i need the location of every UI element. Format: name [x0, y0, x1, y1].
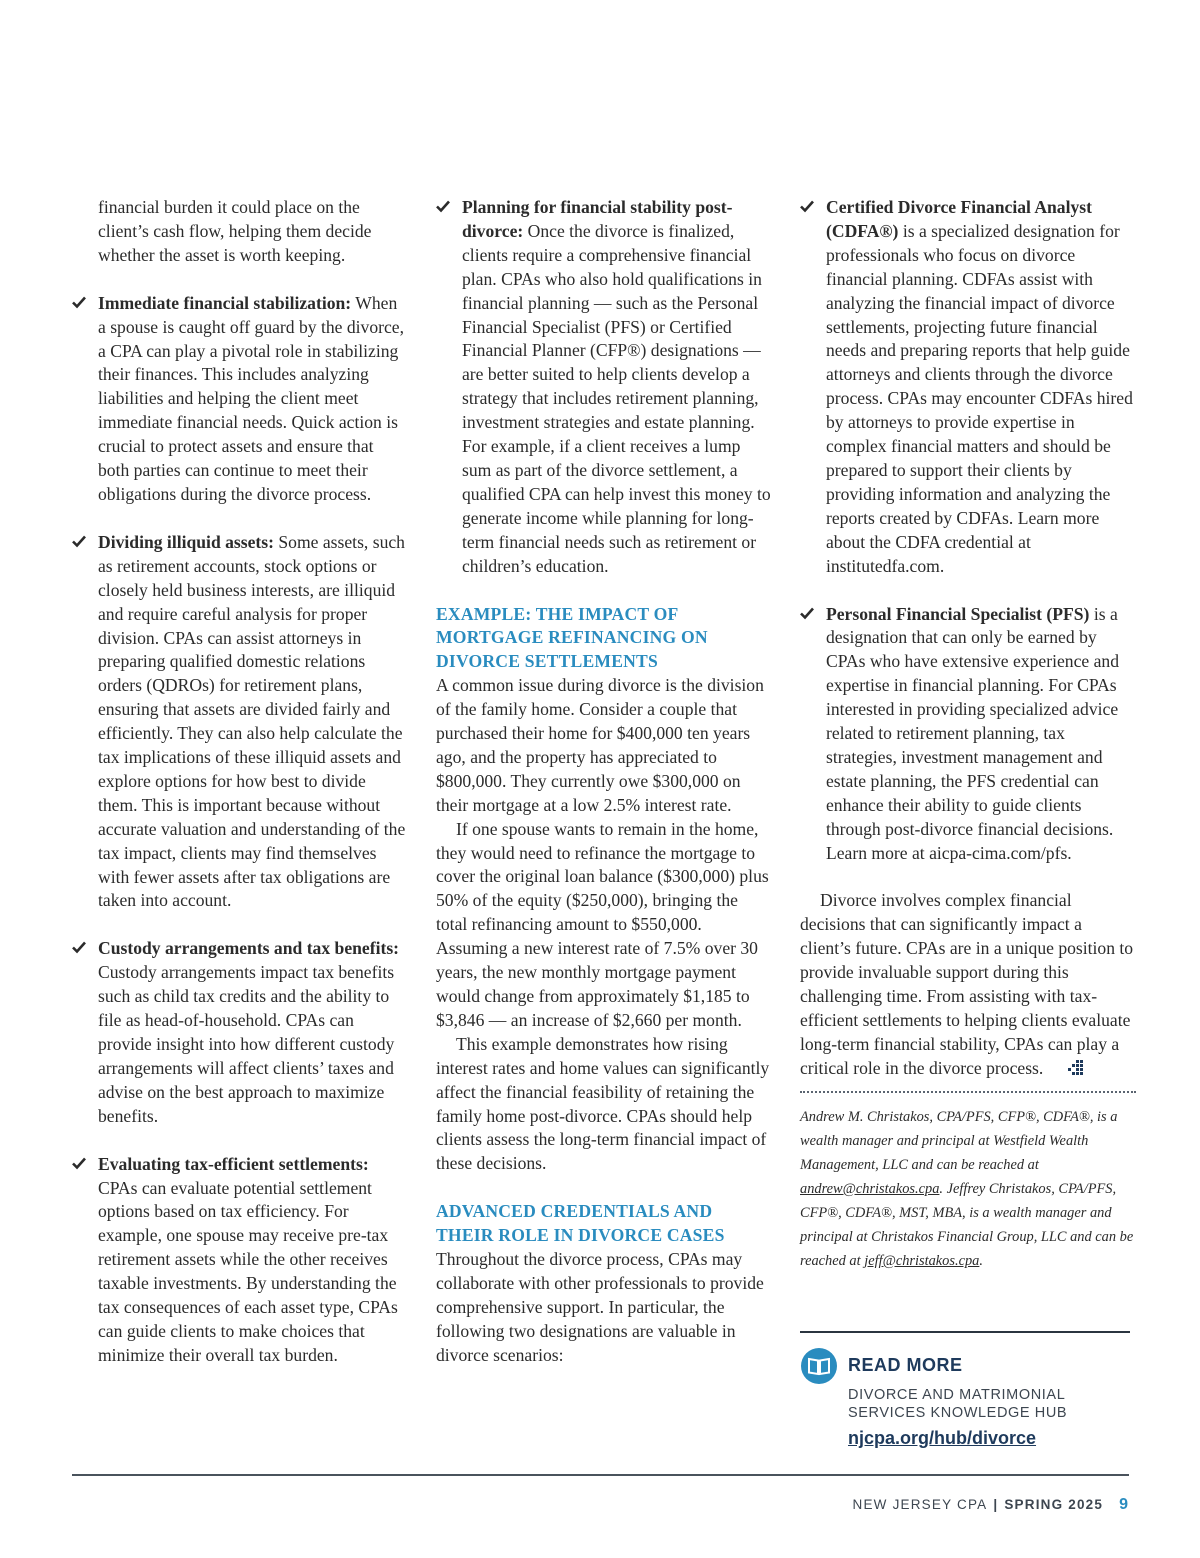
list-item-heading: Immediate financial stabilization: [98, 292, 352, 313]
list-item-text: Some assets, such as retirement accounts, stock options or closely held business interests, are illiquid and require careful analysis for proper division. CPAs can assist attorneys in preparing qualified domestic relations orders (QDROs) for retirement plans, ensuring that assets are divided fairly and efficiently. They can also help calculate the tax implications of these illiquid assets and explore options for how best to divide them. This is important because without accurate valuation and understanding of the tax impact, clients may find themselves with fewer assets after tax obligations are taken into account. [98, 531, 406, 911]
read-more-box [800, 1331, 1130, 1449]
read-more-subtitle [848, 1386, 1130, 1422]
end-mark-icon [1047, 1059, 1063, 1075]
bio-text: . [979, 1252, 983, 1269]
list-item-custody [72, 937, 408, 1128]
conclusion-paragraph [800, 889, 1136, 1080]
bio-text: Andrew M. Christakos, CPA/PFS, CFP®, CDFA®, is a wealth manager and principal at Westfield Wealth Management, LLC and can be reached at [800, 1108, 1118, 1173]
list-item-text: Once the divorce is finalized, clients require a comprehensive financial plan. CPAs who also hold qualifications in financial planning — such as the Personal Financial Specialist (PFS) or Certified Financial Planner (CFP®) designations — are better suited to help clients develop a strategy that includes retirement planning, investment strategies and estate planning. For example, if a client receives a lump sum as part of the divorce settlement, a qualified CPA can help invest this money to generate income while planning for long-term financial needs such as retirement or children’s education. [462, 220, 771, 576]
read-more-text [848, 1355, 1130, 1449]
list-item-text: Custody arrangements impact tax benefits such as child tax credits and the ability to file as head-of-household. CPAs can provide insight into how different custody arrangements will affect clients’ taxes and advise on the best approach to maximize benefits. [98, 962, 395, 1126]
checkmark-icon [72, 295, 86, 309]
list-item-text: is a designation that can only be earned by CPAs who have extensive experience and expertise in financial planning. For CPAs interested in providing specialized advice related to retirement planning, tax strategies, investment management and estate planning, the PFS credential can enhance their ability to guide clients through post-divorce financial decisions. Learn more at aicpa-cima.com/pfs. [826, 603, 1119, 863]
checkmark-icon [72, 940, 86, 954]
read-more-link[interactable]: njcpa.org/hub/divorce [848, 1428, 1037, 1448]
paragraph: Throughout the divorce process, CPAs may collaborate with other professionals to provide comprehensive support. In particular, the following two designations are valuable in divorce scenarios: [436, 1249, 764, 1365]
footer-separator: | [993, 1497, 999, 1512]
list-item-heading: Planning for financial stability post-divorce: [462, 197, 733, 241]
conclusion-text: Divorce involves complex financial decisions that can significantly impact a client’s future. CPAs are in a unique position to provide invaluable support during this challenging time. From assisting with tax-efficient settlements to helping clients evaluate long-term financial stability, CPAs can play a critical role in the divorce process. [800, 890, 1134, 1078]
publication-name: NEW JERSEY CPA [852, 1497, 988, 1512]
list-item-illiquid-assets [72, 531, 408, 914]
column-right [800, 196, 1136, 1273]
list-item-heading: Dividing illiquid assets: [98, 531, 274, 552]
list-item-post-divorce-planning [436, 196, 772, 579]
list-item-cdfa [800, 196, 1136, 579]
list-item-tax-efficient [72, 1153, 408, 1368]
list-item-immediate-stabilization [72, 292, 408, 507]
list-item-pfs [800, 603, 1136, 866]
list-item-heading: Evaluating tax-efficient settlements: [98, 1153, 369, 1174]
list-item-text: is a specialized designation for professionals who focus on divorce financial planning. CDFAs assist with analyzing the financial impact of divorce settlements, projecting future financial needs and preparing reports that help guide attorneys and clients through the divorce process. CPAs may encounter CDFAs hired by attorneys to provide expertise in complex financial matters and should be prepared to support their clients by providing information and analyzing the reports created by CDFAs. Learn more about the CDFA credential at institutedfa.com. [826, 220, 1133, 576]
read-more-title: READ MORE [848, 1355, 963, 1375]
section-heading-credentials: ADVANCED CREDENTIALS AND THEIR ROLE IN DIVORCE CASES [436, 1201, 725, 1246]
book-icon [800, 1347, 838, 1385]
read-more-subtitle-line: SERVICES KNOWLEDGE HUB [848, 1405, 1068, 1421]
read-more-subtitle-line: DIVORCE AND MATRIMONIAL [848, 1387, 1066, 1403]
column-middle [436, 196, 772, 1368]
checkmark-icon [72, 534, 86, 548]
list-item-text: When a spouse is caught off guard by the divorce, a CPA can play a pivotal role in stabilizing their finances. This includes analyzing liabilities and helping the client meet immediate financial needs. Quick action is crucial to protect assets and ensure that both parties can continue to meet their obligations during the divorce process. [98, 292, 405, 504]
paragraph: If one spouse wants to remain in the home, they would need to refinance the mortgage to cover the original loan balance ($300,000) plus 50% of the equity ($250,000), bringing the total refinancing amount to $550,000. Assuming a new interest rate of 7.5% over 30 years, the new monthly mortgage payment would change from approximately $1,185 to $3,846 — an increase of $2,660 per month. [436, 818, 769, 1030]
section-heading-example: EXAMPLE: THE IMPACT OF MORTGAGE REFINANCING ON DIVORCE SETTLEMENTS [436, 603, 708, 672]
page-footer [853, 1496, 1128, 1514]
page-number: 9 [1119, 1496, 1128, 1513]
email-link-andrew[interactable]: andrew@christakos.cpa [800, 1180, 940, 1197]
checkmark-icon [436, 199, 450, 213]
paragraph: A common issue during divorce is the division of the family home. Consider a couple that purchased their home for $400,000 ten years ago, and the property has appreciated to $800,000. They currently owe $300,000 on their mortgage at a low 2.5% interest rate. [436, 675, 764, 815]
author-bio [800, 1105, 1136, 1273]
checkmark-icon [800, 606, 814, 620]
list-item-heading: Certified Divorce Financial Analyst (CDFA®) [826, 197, 1092, 241]
dotted-divider [800, 1091, 1136, 1093]
bio-text: . Jeffrey Christakos, CPA/PFS, CFP®, CDFA®, MST, MBA, is a wealth manager and principal at Christakos Financial Group, LLC and can be reached at [800, 1180, 1134, 1269]
footer-rule [72, 1474, 1129, 1476]
issue-label: SPRING 2025 [1004, 1497, 1104, 1512]
list-item-text: CPAs can evaluate potential settlement options based on tax efficiency. For example, one spouse may receive pre-tax retirement assets while the other receives taxable investments. By understanding the tax consequences of each asset type, CPAs can guide clients to make choices that minimize their overall tax burden. [98, 1177, 398, 1365]
list-item-heading: Personal Financial Specialist (PFS) [826, 603, 1090, 624]
checkmark-icon [800, 199, 814, 213]
list-item-heading: Custody arrangements and tax benefits: [98, 938, 400, 959]
paragraph: This example demonstrates how rising interest rates and home values can significantly affect the financial feasibility of retaining the family home post-divorce. CPAs should help clients assess the long-term financial impact of these decisions. [436, 1033, 770, 1174]
column-left [72, 196, 408, 1392]
checkmark-icon [72, 1156, 86, 1170]
continued-paragraph: financial burden it could place on the client’s cash flow, helping them decide whether the asset is worth keeping. [98, 197, 372, 265]
email-link-jeff[interactable]: jeff@christakos.cpa [864, 1252, 980, 1269]
